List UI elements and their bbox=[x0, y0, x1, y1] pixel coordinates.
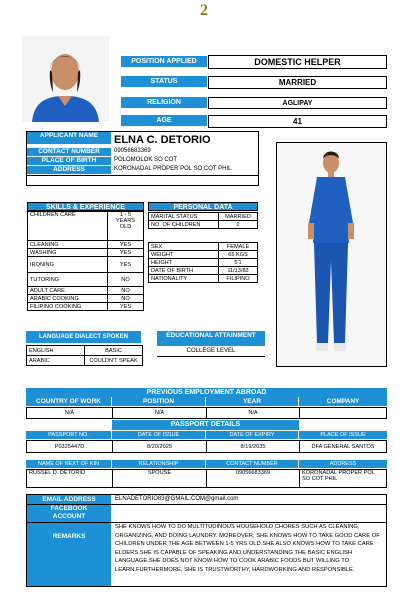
position-applied-value: DOMESTIC HELPER bbox=[208, 55, 387, 69]
remarks-label: REMARKS bbox=[27, 523, 111, 586]
place-of-birth-label: PLACE OF BIRTH bbox=[27, 157, 111, 165]
table-row: P0325447D 8/20/2025 8/19/2035 DFA GENERAL SANTOS bbox=[27, 441, 387, 453]
passport-table bbox=[26, 440, 387, 453]
facebook-label: FACEBOOK ACCOUNT bbox=[27, 505, 111, 522]
status-value: MARRIED bbox=[208, 76, 387, 89]
applicant-full-body-photo bbox=[276, 142, 387, 367]
skills-title: SKILLS & EXPERIENCE bbox=[27, 202, 144, 211]
address-value: KORONADAL PROPER POL SO COT PHIL bbox=[114, 166, 232, 172]
employment-header-row: COUNTRY OF WORK POSITION YEAR COMPANY bbox=[26, 397, 387, 406]
education-title: EDUCATIONAL ATTAINMENT bbox=[157, 331, 265, 346]
religion-value: AGLIPAY bbox=[208, 97, 387, 109]
email-label: EMAIL ADDRESS bbox=[27, 495, 111, 504]
applicant-headshot bbox=[22, 36, 109, 122]
contact-number-value: 09056683369 bbox=[114, 148, 151, 154]
table-row: MARITAL STATUS MARRIED bbox=[149, 213, 258, 221]
table-row: CHILDREN CARE 1 - 5 YEARS OLD bbox=[28, 212, 144, 241]
passport-title: PASSPORT DETAILS bbox=[112, 420, 299, 430]
table-row: ADULT CARE NO bbox=[28, 287, 144, 295]
personal-data-title: PERSONAL DATA bbox=[148, 202, 258, 211]
table-row: NATIONALITY FILIPINO bbox=[149, 275, 258, 283]
contact-number-label: CONTACT NUMBER bbox=[27, 148, 111, 156]
age-value: 41 bbox=[208, 115, 387, 128]
remarks-value: SHE KNOWS HOW TO DO MULTITUDINOUS HOUSEHOLD CHORES SUCH AS CLEANING, ORGANIZING, AND DOING LAUNDRY. MOREOVER, SHE KNOWS HOW TO TAKE GOOD CARE OF CHILDREN UNDER THE AGE BETWEEN 1-5 YRS OLD.SHE ALSO KNOWS HOW TO TAKE CARE ELDERS.SHE IS CAPABLE OF SPEAKING AND UNDERSTANDING THE BASIC ENGLISH LANGUAGE.SHE DOES NOT KNOW HOW TO COOK ARABIC FOODS BUT WILLING TO LEARN.FURTHERMORE, SHE IS TRUSTWORTHY, HARDWORKING AND RESPONSIBLE. bbox=[115, 524, 380, 573]
skills-table bbox=[27, 211, 144, 311]
table-row: ENGLISH BASIC bbox=[27, 346, 143, 356]
table-row: TUTORING NO bbox=[28, 273, 144, 287]
email-value: ELNADETORIO83@GMAIL.COM@gmail.com bbox=[115, 496, 239, 502]
table-row bbox=[149, 229, 258, 243]
position-applied-label: POSITION APPLIED bbox=[121, 56, 207, 67]
age-label: AGE bbox=[121, 115, 207, 126]
religion-label: RELIGION bbox=[121, 97, 207, 108]
table-row: CLEANING YES bbox=[28, 241, 144, 249]
table-row: SEX FEMALE bbox=[149, 243, 258, 251]
applicant-name-label: APPLICANT NAME bbox=[27, 132, 111, 144]
table-row: RUSSEL D. DETORIO SPOUSE 09056683369 KORONADAL PROPER POL SO COT PHIL bbox=[27, 470, 387, 488]
education-value: COLLEGE LEVEL bbox=[157, 348, 265, 357]
table-row: ARABIC COOKING NO bbox=[28, 295, 144, 303]
table-row: NO. OF CHILDREN 2 bbox=[149, 221, 258, 229]
passport-header-row: PASSPORT NO. DATE OF ISSUE DATE OF EXPIRY PLACE OF ISSUE bbox=[26, 431, 387, 439]
table-row: FILIPINO COOKING YES bbox=[28, 303, 144, 311]
language-table bbox=[26, 345, 143, 366]
table-row: WEIGHT 65 KGS bbox=[149, 251, 258, 259]
table-row: HEIGHT 5'1 bbox=[149, 259, 258, 267]
address-label: ADDRESS bbox=[27, 166, 111, 174]
table-row: DATE OF BIRTH 11/13/83 bbox=[149, 267, 258, 275]
kin-header-row: NAME OF NEXT OF KIN RELATIONSHIP CONTACT NUMBER ADDRESS bbox=[26, 460, 387, 468]
table-row: ARABIC COULDN'T SPEAK bbox=[27, 356, 143, 366]
applicant-name-value: ELNA C. DETORIO bbox=[114, 134, 211, 146]
employment-table bbox=[26, 407, 387, 419]
table-row: N/A N/A N/A bbox=[27, 408, 387, 419]
table-row: WASHING YES bbox=[28, 249, 144, 257]
employment-title: PREVIOUS EMPLOYMENT ABROAD bbox=[26, 388, 387, 397]
language-title: LANGUAGE DIALECT SPOKEN bbox=[26, 331, 141, 343]
place-of-birth-value: POLOMOLOK SO COT bbox=[114, 157, 178, 163]
table-row: IRONING YES bbox=[28, 257, 144, 273]
kin-table bbox=[26, 469, 387, 488]
personal-data-table bbox=[148, 212, 258, 283]
page-number: 2 bbox=[200, 2, 208, 19]
status-label: STATUS bbox=[121, 76, 207, 87]
